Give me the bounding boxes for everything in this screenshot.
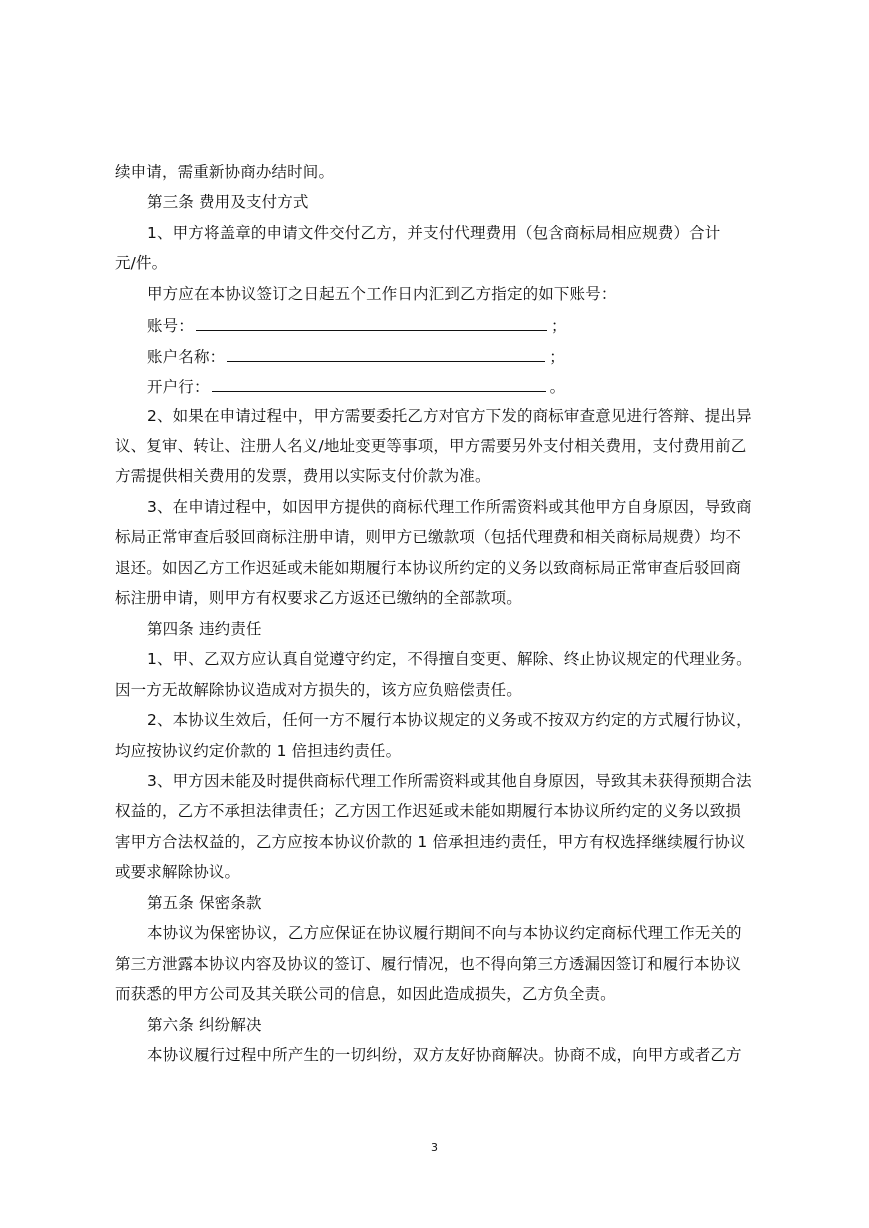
- account-name-label: 账户名称：: [147, 348, 226, 366]
- bank-label: 开户行：: [147, 378, 210, 396]
- account-number-blank: [196, 314, 547, 331]
- paragraph-line: 均应按协议约定价款的 1 倍担违约责任。: [115, 742, 402, 760]
- paragraph-line: 标注册申请，则甲方有权要求乙方返还已缴纳的全部款项。: [115, 589, 522, 607]
- paragraph-line: 1、甲、乙双方应认真自觉遵守约定，不得擅自变更、解除、终止协议规定的代理业务。: [147, 650, 752, 668]
- paragraph-line: 续申请，需重新协商办结时间。: [115, 163, 335, 181]
- paragraph-line: 2、本协议生效后，任何一方不履行本协议规定的义务或不按双方约定的方式履行协议，: [147, 711, 752, 729]
- section-heading: 第五条 保密条款: [147, 894, 262, 912]
- account-number-label: 账号：: [147, 317, 194, 335]
- section-heading: 第四条 违约责任: [147, 620, 262, 638]
- punctuation: ；: [550, 317, 567, 335]
- paragraph-line: 权益的，乙方不承担法律责任；乙方因工作迟延或未能如期履行本协议所约定的义务以致损: [115, 802, 742, 820]
- account-number-field: [147, 314, 797, 336]
- paragraph-line: 本协议履行过程中所产生的一切纠纷，双方友好协商解决。协商不成，向甲方或者乙方: [147, 1046, 742, 1064]
- paragraph-line: 退还。如因乙方工作迟延或未能如期履行本协议所约定的义务以致商标局正常审查后驳回商: [115, 559, 742, 577]
- section-heading: 第三条 费用及支付方式: [147, 193, 309, 211]
- paragraph-line: 害甲方合法权益的，乙方应按本协议价款的 1 倍承担违约责任，甲方有权选择继续履行协议: [115, 833, 746, 851]
- paragraph-line: 议、复审、转让、注册人名义/地址变更等事项，甲方需要另外支付相关费用，支付费用前乙: [115, 437, 747, 455]
- paragraph-line: 而获悉的甲方公司及其关联公司的信息，如因此造成损失，乙方负全责。: [115, 985, 616, 1003]
- paragraph-line: 或要求解除协议。: [115, 863, 241, 881]
- punctuation: 。: [549, 378, 566, 396]
- paragraph-line: 2、如果在申请过程中，甲方需要委托乙方对官方下发的商标审查意见进行答辩、提出异: [147, 407, 752, 425]
- paragraph-line: 3、在申请过程中，如因甲方提供的商标代理工作所需资料或其他甲方自身原因，导致商: [147, 498, 752, 516]
- account-name-blank: [227, 345, 545, 362]
- bank-field: [147, 375, 797, 397]
- account-name-field: [147, 345, 797, 367]
- bank-blank: [212, 375, 546, 392]
- paragraph-line: 方需提供相关费用的发票，费用以实际支付价款为准。: [115, 467, 491, 485]
- paragraph-line: 因一方无故解除协议造成对方损失的，该方应负赔偿责任。: [115, 681, 522, 699]
- paragraph-line: 标局正常审查后驳回商标注册申请，则甲方已缴款项（包括代理费和相关商标局规费）均不: [115, 528, 742, 546]
- paragraph-line: 1、甲方将盖章的申请文件交付乙方，并支付代理费用（包含商标局相应规费）合计: [147, 224, 721, 242]
- section-heading: 第六条 纠纷解决: [147, 1016, 262, 1034]
- paragraph-line: 3、甲方因未能及时提供商标代理工作所需资料或其他自身原因，导致其未获得预期合法: [147, 772, 752, 790]
- paragraph-line: 本协议为保密协议，乙方应保证在协议履行期间不向与本协议约定商标代理工作无关的: [147, 924, 742, 942]
- paragraph-line: 第三方泄露本协议内容及协议的签订、履行情况，也不得向第三方透漏因签订和履行本协议: [115, 955, 742, 973]
- paragraph-line: 元/件。: [115, 254, 168, 272]
- punctuation: ；: [549, 348, 565, 366]
- page-number: 3: [431, 1141, 438, 1154]
- paragraph-line: 甲方应在本协议签订之日起五个工作日内汇到乙方指定的如下账号：: [147, 285, 617, 303]
